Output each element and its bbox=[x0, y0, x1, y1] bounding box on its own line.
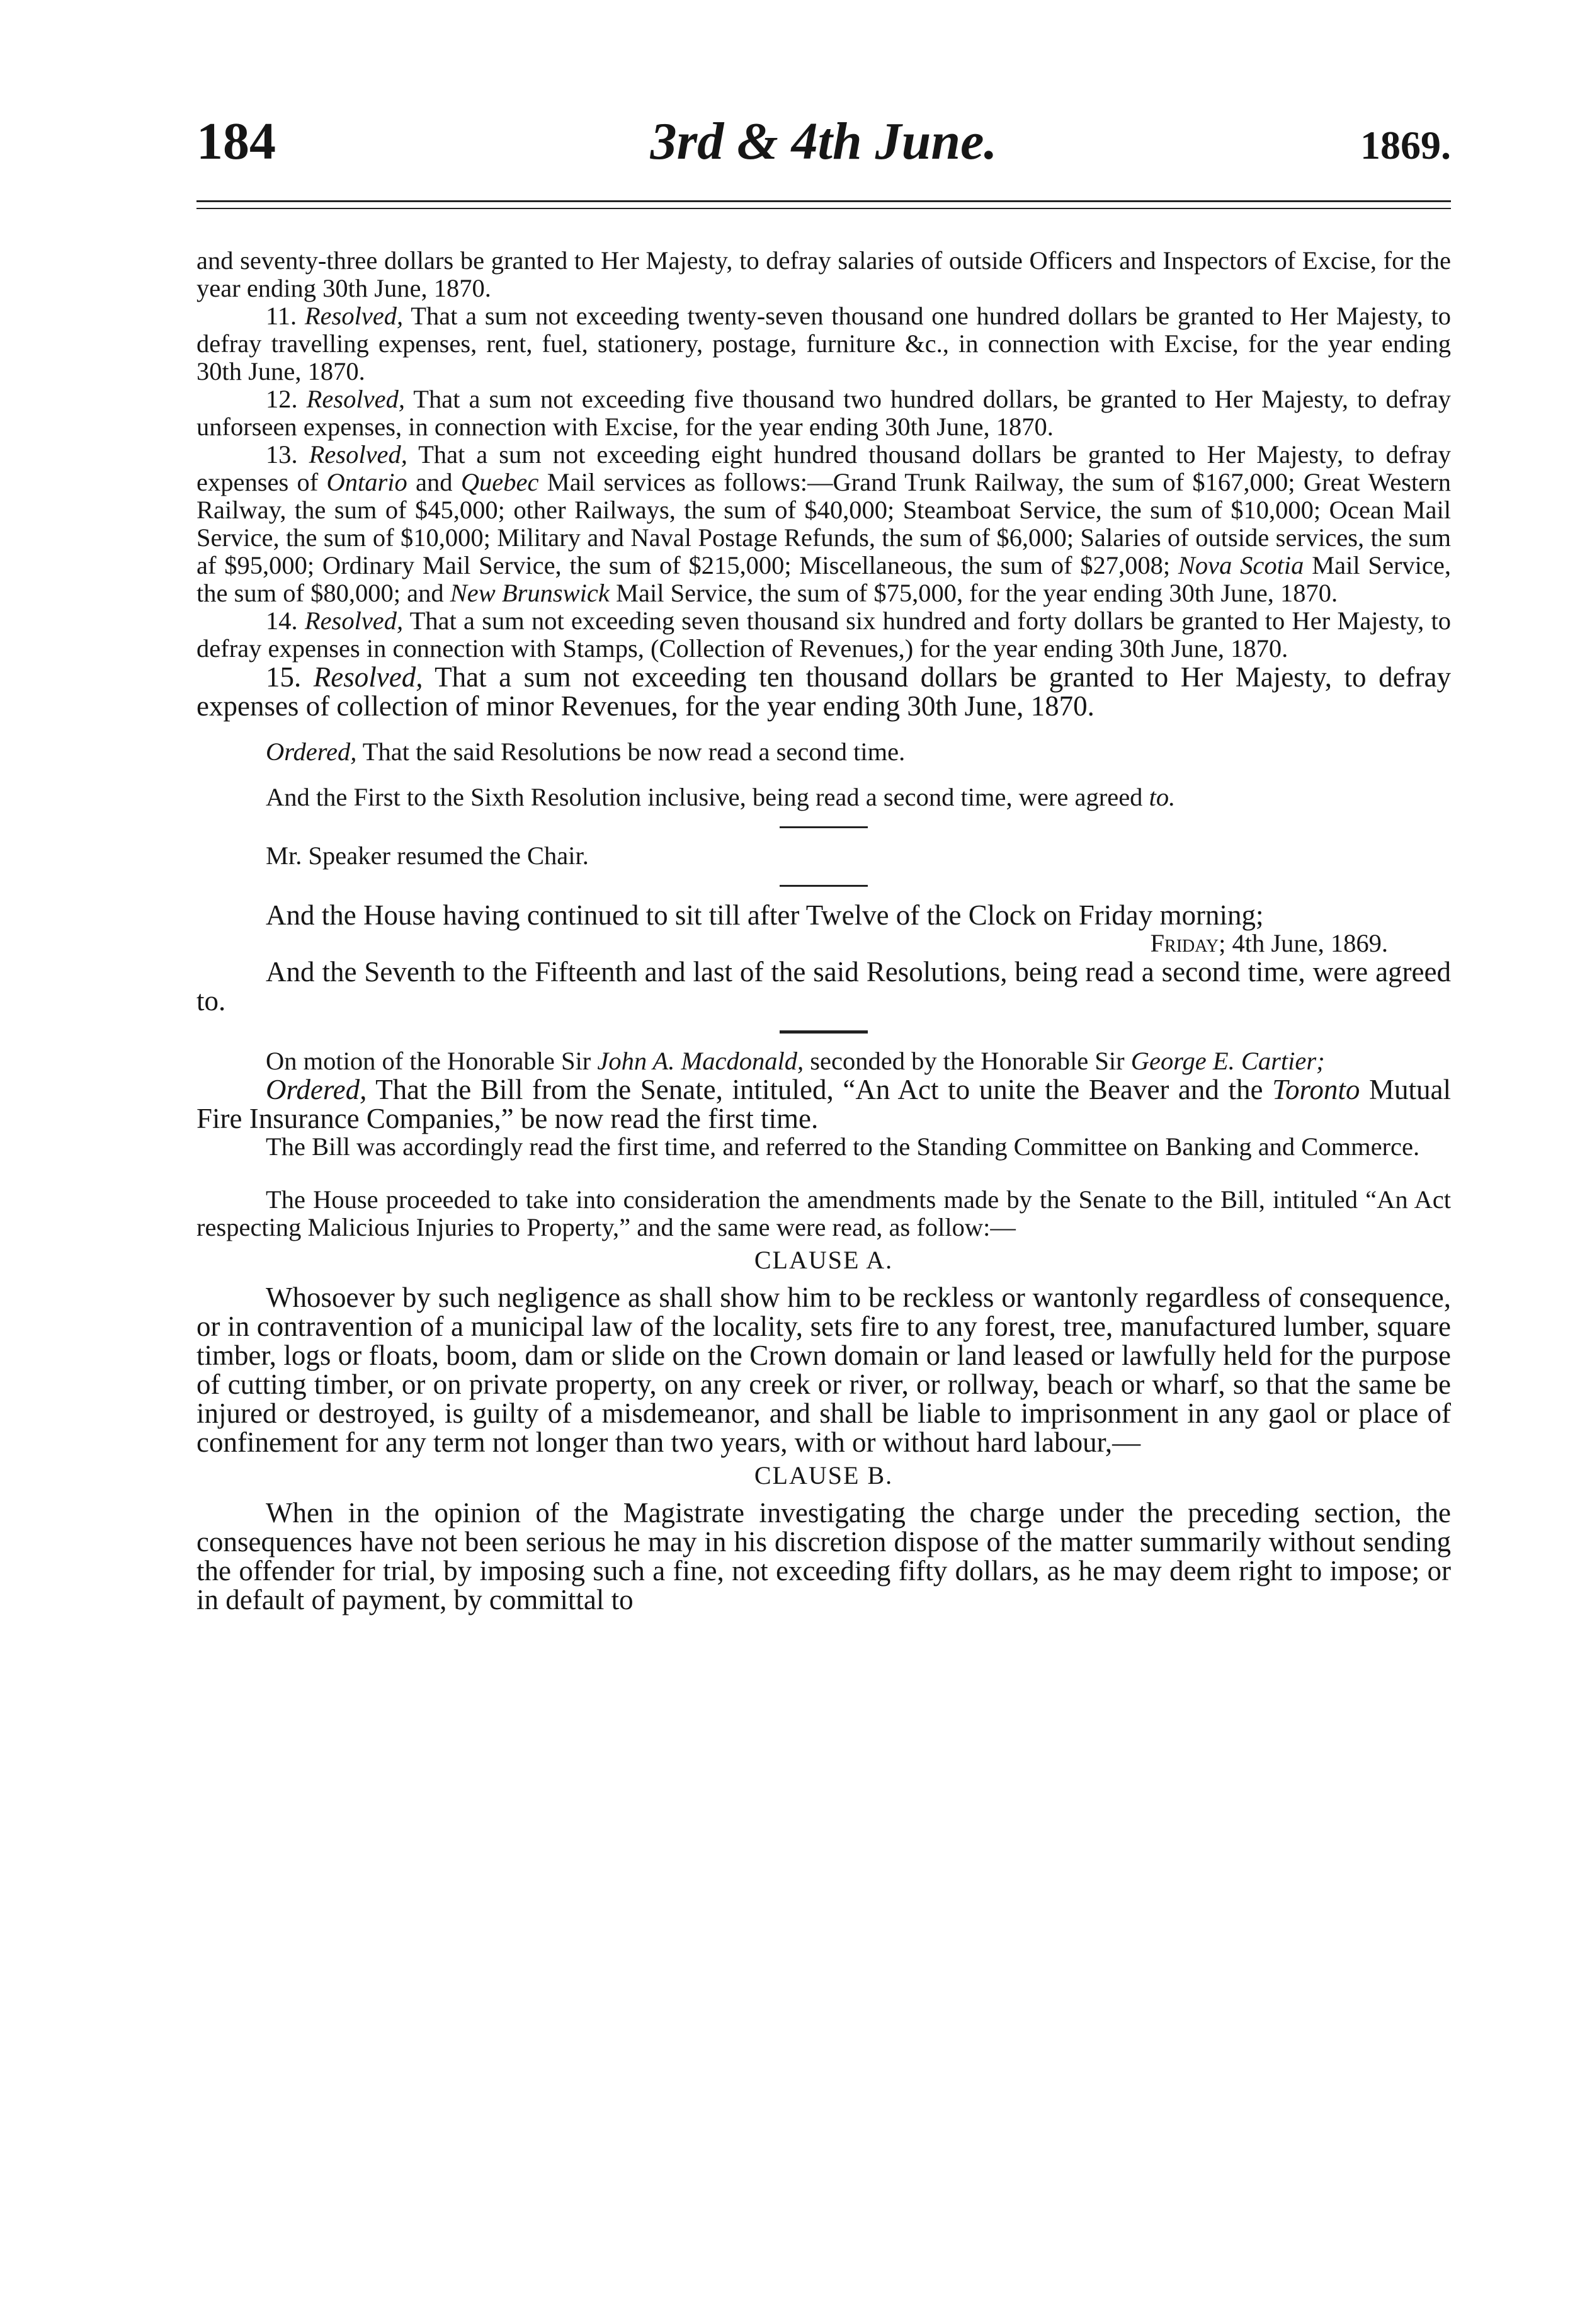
resolution-text: That a sum not exceeding twenty-seven thousand one hundred dollars be granted to Her Majesty, to defray travelling expenses, rent, fuel, stationery, postage, furniture &c., in connection with Excise, for the year ending 30th June, 1870. bbox=[196, 302, 1451, 385]
province-name: New Brunswick bbox=[450, 579, 610, 607]
header-rule-second bbox=[196, 208, 1451, 209]
agreed-text: And the First to the Sixth Resolution inclusive, being read a second time, were agreed bbox=[266, 783, 1149, 811]
section-divider bbox=[780, 826, 868, 828]
clause-b-heading: CLAUSE B. bbox=[754, 1461, 894, 1490]
resolution-text: That a sum not exceeding ten thousand dollars be granted to Her Majesty, to defray expenses of collection of minor Revenues, for the year ending 30th June, 1870. bbox=[196, 661, 1451, 722]
province-name: Quebec bbox=[460, 468, 539, 496]
resolved-label: Resolved, bbox=[306, 385, 405, 413]
resolved-label: Resolved, bbox=[304, 302, 404, 330]
section-divider bbox=[780, 885, 868, 887]
resolved-label: Resolved, bbox=[313, 661, 423, 693]
ordered-text: Mutual Fire Insurance Companies,” be now read the first time. bbox=[196, 1074, 1451, 1134]
resolution-12 bbox=[196, 385, 1451, 441]
friday-dateline bbox=[196, 930, 1451, 957]
resolution-number: 11. bbox=[266, 302, 297, 330]
house-sitting: And the House having continued to sit till after Twelve of the Clock on Friday morning; bbox=[266, 899, 1264, 931]
resolution-text: That a sum not exceeding seven thousand six hundred and forty dollars be granted to Her Majesty, to defray expenses in connection with Stamps, (Collection of Revenues,) for the year ending 30th June, 1870. bbox=[196, 607, 1452, 663]
page-title: 3rd & 4th June. bbox=[650, 112, 998, 171]
ordered-bill-first-reading bbox=[196, 1075, 1451, 1133]
ordered-text: That the said Resolutions be now read a second time. bbox=[356, 738, 906, 766]
resolved-label: Resolved, bbox=[304, 607, 404, 635]
resolution-text: Mail services as follows:—Grand Trunk Railway, the sum of $167,000; Great Western Railway, the sum of $45,000; other Railways, the sum of $40,000; Steamboat Service, the sum of $10,000; Ocean Mail Service, the sum of $10,000; Military and Naval Postage Refunds, the sum of $6,000; Salaries of outside services, the sum af $95,000; Ordinary Mail Service, the sum of $215,000; Miscellaneous, the sum of $27,008; bbox=[196, 468, 1451, 579]
ordered-text: That the Bill from the Senate, intituled, “An Act to unite the Beaver and the bbox=[367, 1074, 1273, 1105]
document-body bbox=[196, 247, 1451, 1614]
seventh-to-fifteenth-agreed: And the Seventh to the Fifteenth and last of the said Resolutions, being read a second time, were agreed to. bbox=[196, 956, 1451, 1017]
resolution-text: Mail Service, the sum of $80,000; and bbox=[196, 551, 1452, 607]
motion-text: seconded by the Honorable Sir bbox=[804, 1047, 1131, 1075]
resolution-13 bbox=[196, 441, 1451, 607]
resolution-text: That a sum not exceeding eight hundred thousand dollars be granted to Her Majesty, to defray expenses of bbox=[196, 440, 1452, 496]
ordered-label: Ordered, bbox=[266, 738, 357, 766]
resolution-number: 15. bbox=[266, 661, 302, 693]
senate-amendments: The House proceeded to take into consideration the amendments made by the Senate to the Bill, intituled “An Act respecting Malicious Injuries to Property,” and the same were read, as follow:— bbox=[196, 1185, 1451, 1241]
seconder-name: George E. Cartier; bbox=[1130, 1047, 1325, 1075]
speaker-resumed: Mr. Speaker resumed the Chair. bbox=[266, 841, 589, 870]
mover-name: John A. Macdonald, bbox=[597, 1047, 804, 1075]
day-name: Friday; bbox=[1150, 929, 1226, 957]
agreed-to: to. bbox=[1149, 783, 1176, 811]
ordered-second-reading bbox=[196, 738, 1451, 766]
paragraph-continuation: and seventy-three dollars be granted to Her Majesty, to defray salaries of outside Officers and Inspectors of Excise, for the year ending 30th June, 1870. bbox=[196, 246, 1451, 302]
clause-b-text: When in the opinion of the Magistrate investigating the charge under the preceding section, the consequences have not been serious he may in his discretion dispose of the matter summarily without sending the offender for trial, by imposing such a fine, not exceeding fifty dollars, as he may deem right to impose; or in default of payment, by committal to bbox=[196, 1497, 1451, 1615]
section-divider bbox=[780, 1030, 868, 1034]
page-number: 184 bbox=[196, 112, 276, 171]
resolution-text: and bbox=[407, 468, 461, 496]
date-text: 4th June, 1869. bbox=[1225, 929, 1388, 957]
province-name: Ontario bbox=[326, 468, 407, 496]
resolution-number: 13. bbox=[266, 440, 298, 469]
resolution-text: Mail Service, the sum of $75,000, for the year ending 30th June, 1870. bbox=[609, 579, 1338, 607]
first-to-sixth-agreed bbox=[196, 783, 1451, 811]
clause-a-heading: CLAUSE A. bbox=[754, 1246, 894, 1274]
motion-text: On motion of the Honorable Sir bbox=[266, 1047, 598, 1075]
page-year: 1869. bbox=[1360, 123, 1451, 168]
page-header bbox=[196, 107, 1451, 176]
clause-a-text: Whosoever by such negligence as shall show him to be reckless or wantonly regardless of consequence, or in contravention of a municipal law of the locality, sets fire to any forest, tree, manufactured lumber, square timber, logs or floats, boom, dam or slide on the Crown domain or land leased or lawfully held for the purpose of cutting timber, or on private property, on any creek or river, or rollway, beach or wharf, so that the same be injured or destroyed, is guilty of a misdemeanor, and shall be liable to imprisonment in any gaol or place of confinement for any term not longer than two years, with or without hard labour,— bbox=[196, 1282, 1451, 1458]
resolved-label: Resolved, bbox=[309, 440, 407, 469]
city-name: Toronto bbox=[1272, 1074, 1360, 1105]
header-rule bbox=[196, 200, 1451, 202]
resolution-15 bbox=[196, 663, 1451, 721]
motion bbox=[196, 1047, 1451, 1075]
resolution-14 bbox=[196, 607, 1451, 663]
resolution-11 bbox=[196, 302, 1451, 385]
bill-referred: The Bill was accordingly read the first time, and referred to the Standing Committee on Banking and Commerce. bbox=[266, 1132, 1420, 1161]
resolution-number: 14. bbox=[266, 607, 298, 635]
resolution-number: 12. bbox=[266, 385, 298, 413]
resolution-text: That a sum not exceeding five thousand two hundred dollars, be granted to Her Majesty, to defray unforseen expenses, in connection with Excise, for the year ending 30th June, 1870. bbox=[196, 385, 1452, 441]
province-name: Nova Scotia bbox=[1178, 551, 1304, 579]
ordered-label: Ordered, bbox=[266, 1074, 367, 1105]
